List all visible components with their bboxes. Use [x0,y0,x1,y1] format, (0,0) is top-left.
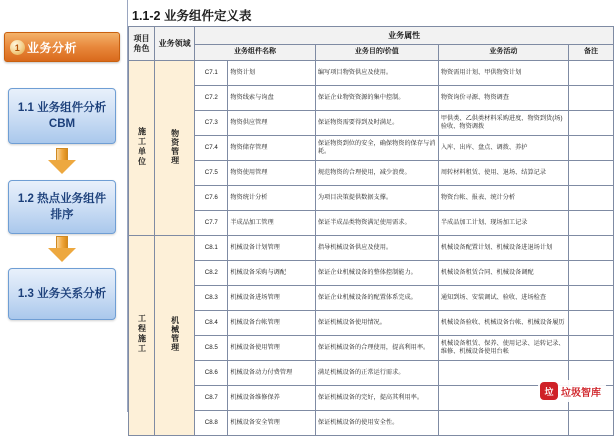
cell-activity: 通知到场、安装调试、验收、进场检查 [438,286,568,311]
cell-activity: 机械设备配置计划、机械设备进退场计划 [438,236,568,261]
cell-value: 保证企业物资资源的集中控制。 [315,86,438,111]
cell-code: C8.1 [195,236,228,261]
cell-remark [568,411,613,436]
cell-code: C7.4 [195,136,228,161]
cell-remark [568,211,613,236]
cell-name: 机械设备进场管理 [228,286,316,311]
table-row [129,211,614,236]
cell-value: 保证机械设备的完好，提高其利用率。 [315,386,438,411]
business-component-table [128,26,614,436]
cell-value: 保证机械设备使用情况。 [315,311,438,336]
cell-name: 物资计划 [228,61,316,86]
cell-activity: 物资台帐、报表、统计分析 [438,186,568,211]
cell-name: 物资统计分析 [228,186,316,211]
table-row [129,86,614,111]
table-row [129,186,614,211]
cell-remark [568,336,613,361]
table-row [129,261,614,286]
role-cell-2: 工程施工 [129,236,155,436]
table-row [129,336,614,361]
cell-remark [568,186,613,211]
col-header-attributes: 业务属性 [195,27,614,45]
process-step-1[interactable] [8,88,116,144]
cell-remark [568,86,613,111]
arrow-down-icon [48,148,76,174]
cell-code: C7.1 [195,61,228,86]
cell-value: 为项目决策提供数据支撑。 [315,186,438,211]
cell-value: 规范物资的合理使用，减少浪费。 [315,161,438,186]
cell-activity: 周转材料租赁、使用、退场、结算记录 [438,161,568,186]
cell-code: C8.2 [195,261,228,286]
cell-activity: 物资询价寻源、物资调查 [438,86,568,111]
cell-value: 满足机械设备的正常运行需求。 [315,361,438,386]
table-row [129,136,614,161]
cell-remark [568,311,613,336]
table-row [129,411,614,436]
cell-value: 保证企业机械设备的整体控制能力。 [315,261,438,286]
cell-name: 机械设备维修保养 [228,386,316,411]
watermark-logo [538,380,606,402]
table-row [129,111,614,136]
cell-name: 机械设备计划管理 [228,236,316,261]
cell-code: C7.6 [195,186,228,211]
cell-name: 物资供应管理 [228,111,316,136]
cell-remark [568,161,613,186]
cell-code: C8.5 [195,336,228,361]
process-step-1-label: 1.1 业务组件分析CBM [17,102,107,130]
cell-remark [568,136,613,161]
left-process-panel [0,0,128,412]
cell-name: 机械设备安全管理 [228,411,316,436]
cell-code: C8.3 [195,286,228,311]
process-step-3[interactable] [8,268,116,320]
process-phase-header [4,32,120,62]
cell-activity: 甲供类、乙供类材料采购进度、物资到货(场)验收、物资调拨 [438,111,568,136]
role-cell-1: 施工单位 [129,61,155,236]
phase-label: 业务分析 [27,40,78,55]
cell-name: 机械设备动力付费管理 [228,361,316,386]
cell-code: C8.6 [195,361,228,386]
process-step-3-label: 1.3 业务关系分析 [17,288,107,300]
logo-text: 垃圾智库 [561,387,601,399]
cell-value: 编写项目物资供应及使用。 [315,61,438,86]
logo-mark-icon: 垃 [540,382,558,400]
cell-remark [568,261,613,286]
cell-code: C7.2 [195,86,228,111]
cell-activity: 机械设备租赁、保养、使用记录、运转记录、维修、机械设备使用台帐 [438,336,568,361]
process-step-2[interactable] [8,180,116,234]
cell-activity: 半成品加工计划、现场加工记录 [438,211,568,236]
cell-value: 保证半成品类物资满足使用需求。 [315,211,438,236]
cell-code: C7.3 [195,111,228,136]
cell-activity: 机械设备验收、机械设备台帐、机械设备履历 [438,311,568,336]
process-step-2-label: 1.2 热点业务组件排序 [17,193,107,221]
cell-value: 保证物资到位的安全，确保物资的保存与消耗。 [315,136,438,161]
table-row [129,311,614,336]
cell-activity: 入库、出库、盘点、调拨、养护 [438,136,568,161]
table-area [128,0,614,427]
col-header-domain: 业务领域 [155,27,195,61]
cell-value: 保证机械设备的使用安全性。 [315,411,438,436]
cell-code: C7.5 [195,161,228,186]
cell-name: 物资线索与询盘 [228,86,316,111]
cell-code: C8.7 [195,386,228,411]
table-row [129,286,614,311]
page-title: 1.1-2 业务组件定义表 [132,9,252,23]
cell-remark [568,286,613,311]
cell-code: C7.7 [195,211,228,236]
domain-cell-machinery: 机械管理 [155,236,195,436]
table-row [129,161,614,186]
table-row [129,236,614,261]
col-header-remark: 备注 [568,45,613,61]
arrow-down-icon [48,236,76,262]
col-header-activity: 业务活动 [438,45,568,61]
phase-number-badge: 1 [10,40,25,55]
cell-name: 机械设备使用管理 [228,336,316,361]
cell-name: 机械设备台帐管理 [228,311,316,336]
cell-remark [568,61,613,86]
cell-name: 半成品加工管理 [228,211,316,236]
cell-activity: 机械设备租赁合同、机械设备调配 [438,261,568,286]
cell-value: 保证企业机械设备的配置体系完成。 [315,286,438,311]
cell-code: C8.4 [195,311,228,336]
table-row [129,61,614,86]
cell-remark [568,111,613,136]
cell-activity [438,411,568,436]
cell-name: 物资使用管理 [228,161,316,186]
cell-code: C8.8 [195,411,228,436]
cell-name: 物资储存管理 [228,136,316,161]
cell-activity: 物资需用计划、甲供物资计划 [438,61,568,86]
cell-name: 机械设备采购与调配 [228,261,316,286]
col-header-value: 业务目的/价值 [315,45,438,61]
col-header-name: 业务组件名称 [195,45,316,61]
cell-value: 保证机械设备的合理使用，提高利用率。 [315,336,438,361]
domain-cell-materials: 物资管理 [155,61,195,236]
cell-value: 指导机械设备供应及使用。 [315,236,438,261]
cell-remark [568,236,613,261]
cell-value: 保证物资需要得到及时满足。 [315,111,438,136]
col-header-role: 项目角色 [129,27,155,61]
